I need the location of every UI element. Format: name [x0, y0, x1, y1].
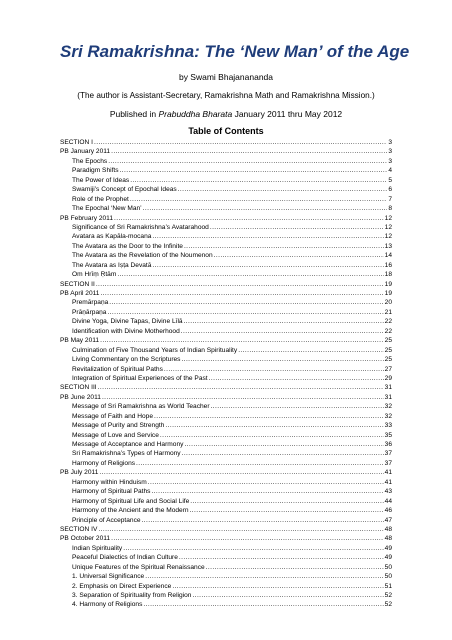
toc-entry-title: Harmony of Religions	[72, 459, 136, 467]
toc-entry-title: The Avatara as Iṣṭa Devatā	[72, 261, 152, 269]
toc-dot-leader	[178, 185, 388, 194]
toc-dot-leader	[160, 431, 384, 440]
toc-dot-leader	[206, 563, 384, 572]
toc-entry[interactable]	[60, 393, 392, 402]
toc-entry-title: PB June 2011	[60, 393, 101, 401]
toc-dot-leader	[165, 421, 383, 430]
toc-entry-page: 43	[384, 488, 392, 496]
toc-entry-title: Avatara as Kapāla-mocana	[72, 233, 152, 241]
toc-dot-leader	[100, 289, 383, 298]
toc-entry[interactable]	[60, 582, 392, 591]
toc-entry[interactable]	[60, 572, 392, 581]
toc-entry-page: 19	[384, 280, 392, 288]
author-byline: by Swami Bhajanananda	[178, 72, 274, 82]
toc-dot-leader	[210, 223, 384, 232]
toc-entry[interactable]	[60, 242, 392, 251]
toc-dot-leader	[98, 383, 384, 392]
toc-entry[interactable]	[60, 336, 392, 345]
toc-entry-title: Harmony of Spiritual Paths	[72, 488, 151, 496]
toc-entry[interactable]	[60, 280, 392, 289]
toc-entry-title: Message of Sri Ramakrishna as World Teacher	[72, 403, 210, 411]
toc-dot-leader	[154, 412, 384, 421]
toc-entry-page: 20	[384, 299, 392, 307]
toc-entry-page: 32	[384, 403, 392, 411]
toc-entry[interactable]	[60, 478, 392, 487]
toc-entry-title: SECTION IV	[60, 525, 98, 533]
toc-entry-page: 21	[384, 308, 392, 316]
toc-entry[interactable]	[60, 563, 392, 572]
toc-entry-page: 47	[384, 516, 392, 524]
toc-entry-title: 3. Separation of Spirituality from Religion	[72, 592, 192, 599]
toc-dot-leader	[151, 487, 383, 496]
toc-entry[interactable]	[60, 261, 392, 270]
document-title: Sri Ramakrishna: The ‘New Man’ of the Age	[60, 42, 410, 61]
toc-dot-leader	[164, 365, 384, 374]
toc-dot-leader	[98, 525, 383, 534]
toc-entry[interactable]	[60, 487, 392, 496]
toc-entry-page: 12	[384, 214, 392, 222]
toc-entry-page: 50	[384, 563, 392, 571]
toc-dot-leader	[209, 374, 384, 383]
toc-dot-leader	[94, 138, 387, 147]
toc-entry-title: The Epochal ‘New Man’	[72, 205, 142, 213]
toc-dot-leader	[99, 468, 383, 477]
toc-dot-leader	[108, 157, 387, 166]
toc-entry-title: Om Hrīṃ Ṛtām	[72, 271, 117, 279]
toc-entry[interactable]	[60, 195, 392, 204]
toc-entry[interactable]	[60, 204, 392, 213]
toc-entry[interactable]	[60, 402, 392, 411]
toc-entry-title: SECTION III	[60, 384, 97, 392]
toc-entry-title: SECTION I	[60, 139, 93, 146]
toc-entry-page: 37	[384, 450, 392, 458]
toc-entry-title: Premārpaṇa	[72, 299, 109, 307]
toc-entry-page: 22	[384, 327, 392, 335]
toc-entry-title: Paradigm Shifts	[72, 167, 119, 175]
toc-entry-title: Peaceful Dialectics of Indian Culture	[72, 554, 178, 562]
toc-entry-title: Divine Yoga, Divine Tapas, Divine Līlā	[72, 318, 183, 326]
toc-entry[interactable]	[60, 327, 392, 336]
toc-dot-leader	[143, 600, 383, 609]
toc-entry[interactable]	[60, 449, 392, 458]
toc-entry-title: Integration of Spiritual Experiences of the Past	[72, 374, 208, 382]
toc-entry[interactable]	[60, 289, 392, 298]
toc-entry-title: 1. Universal Significance	[72, 573, 145, 581]
toc-entry-page: 8	[388, 205, 392, 213]
toc-entry-title: The Avatara as the Revelation of the Noumenon	[72, 252, 213, 260]
toc-entry-page: 36	[384, 441, 392, 448]
toc-entry-page: 4	[388, 167, 392, 175]
toc-entry-title: SECTION II	[60, 280, 95, 288]
toc-entry[interactable]	[60, 421, 392, 430]
toc-entry-title: PB July 2011	[60, 469, 99, 477]
toc-dot-leader	[182, 449, 384, 458]
toc-entry[interactable]	[60, 157, 392, 166]
toc-entry-title: The Power of Ideas	[72, 176, 130, 184]
toc-entry-title: Harmony within Hinduism	[72, 478, 147, 486]
toc-entry-page: 12	[384, 223, 392, 231]
toc-dot-leader	[117, 270, 383, 279]
publication-line	[60, 109, 392, 119]
toc-entry-page: 18	[384, 271, 392, 279]
toc-entry-title: Prāṇārpaṇa	[72, 308, 107, 316]
toc-entry-title: Harmony of the Ancient and the Modern	[72, 507, 189, 515]
toc-entry[interactable]	[60, 176, 392, 185]
toc-entry-page: 44	[384, 497, 392, 505]
toc-entry-title: The Avatara as the Door to the Infinite	[72, 242, 183, 250]
toc-entry-page: 25	[384, 337, 392, 345]
toc-entry[interactable]	[60, 459, 392, 468]
toc-entry-page: 22	[384, 318, 392, 326]
toc-dot-leader	[96, 280, 384, 289]
toc-entry[interactable]	[60, 468, 392, 477]
toc-entry-title: Principle of Acceptance	[72, 516, 141, 524]
toc-entry-page: 37	[384, 459, 392, 467]
toc-dot-leader	[179, 553, 384, 562]
toc-entry-page: 25	[384, 356, 392, 364]
toc-dot-leader	[192, 591, 383, 600]
toc-entry-title: Swamiji’s Concept of Epochal Ideas	[72, 186, 177, 194]
toc-entry[interactable]	[60, 544, 392, 553]
toc-entry[interactable]	[60, 223, 392, 232]
toc-entry[interactable]	[60, 147, 392, 156]
toc-entry-page: 48	[384, 525, 392, 533]
toc-entry[interactable]	[60, 355, 392, 364]
toc-dot-leader	[111, 534, 384, 543]
toc-entry-page: 19	[384, 290, 392, 297]
toc-entry-title: PB April 2011	[60, 290, 100, 297]
toc-entry-title: Harmony of Spiritual Life and Social Life	[72, 497, 190, 505]
toc-entry-page: 5	[388, 176, 392, 184]
toc-dot-leader	[142, 516, 384, 525]
toc-entry-title: Revitalization of Spiritual Paths	[72, 365, 163, 373]
toc-entry[interactable]	[60, 534, 392, 543]
toc-entry[interactable]	[60, 185, 392, 194]
toc-dot-leader	[238, 346, 383, 355]
toc-entry-page: 31	[384, 393, 392, 401]
toc-dot-leader	[107, 308, 383, 317]
toc-dot-leader	[130, 195, 388, 204]
toc-dot-leader	[100, 336, 384, 345]
toc-entry[interactable]	[60, 251, 392, 260]
toc-dot-leader	[111, 147, 387, 156]
toc-entry-page: 32	[384, 412, 392, 420]
toc-entry-title: Indian Spirituality	[72, 544, 123, 552]
table-of-contents	[60, 138, 392, 610]
toc-entry-title: Significance of Sri Ramakrishna’s Avatarahood	[72, 223, 209, 231]
toc-entry-title: PB February 2011	[60, 214, 114, 222]
toc-entry[interactable]	[60, 317, 392, 326]
toc-entry[interactable]	[60, 365, 392, 374]
toc-entry-page: 16	[384, 261, 392, 269]
toc-entry-title: Message of Acceptance and Harmony	[72, 441, 184, 448]
toc-entry[interactable]	[60, 270, 392, 279]
toc-entry-page: 27	[384, 365, 392, 373]
toc-entry-page: 41	[384, 469, 392, 477]
toc-entry-title: Sri Ramakrishna’s Types of Harmony	[72, 450, 181, 458]
toc-dot-leader	[181, 355, 383, 364]
toc-entry-page: 13	[384, 242, 392, 250]
toc-dot-leader	[143, 204, 388, 213]
toc-entry-title: PB October 2011	[60, 535, 111, 543]
toc-dot-leader	[184, 440, 383, 449]
toc-entry-title: Unique Features of the Spiritual Renaissance	[72, 563, 205, 571]
toc-entry[interactable]	[60, 346, 392, 355]
toc-entry-page: 41	[384, 478, 392, 486]
toc-entry-page: 35	[384, 431, 392, 439]
publication-suffix: January 2011 thru May 2012	[232, 109, 343, 119]
toc-entry[interactable]	[60, 497, 392, 506]
toc-entry[interactable]	[60, 431, 392, 440]
toc-entry[interactable]	[60, 516, 392, 525]
toc-dot-leader	[123, 544, 383, 553]
toc-entry-title: The Epochs	[72, 157, 108, 165]
toc-entry-title: PB January 2011	[60, 148, 111, 156]
toc-entry-title: 2. Emphasis on Direct Experience	[72, 582, 172, 590]
toc-entry-title: Role of the Prophet	[72, 195, 129, 203]
toc-entry-page: 25	[384, 346, 392, 354]
toc-dot-leader	[109, 298, 383, 307]
toc-entry-title: Living Commentary on the Scriptures	[72, 356, 181, 364]
toc-entry-title: Culmination of Five Thousand Years of Indian Spirituality	[72, 346, 238, 354]
toc-entry[interactable]	[60, 308, 392, 317]
toc-dot-leader	[102, 393, 384, 402]
toc-entry[interactable]	[60, 553, 392, 562]
toc-entry-title: Message of Love and Service	[72, 431, 159, 439]
toc-entry[interactable]	[60, 506, 392, 515]
toc-entry-title: 4. Harmony of Religions	[72, 601, 143, 609]
toc-entry[interactable]	[60, 440, 392, 449]
toc-entry[interactable]	[60, 232, 392, 241]
toc-dot-leader	[190, 506, 384, 515]
toc-entry[interactable]	[60, 166, 392, 175]
toc-entry-page: 49	[384, 554, 392, 562]
toc-entry[interactable]	[60, 383, 392, 392]
toc-dot-leader	[190, 497, 383, 506]
publication-prefix: Published in	[109, 109, 159, 119]
toc-entry-page: 52	[384, 592, 392, 599]
toc-entry[interactable]	[60, 138, 392, 147]
toc-entry-title: Message of Faith and Hope	[72, 412, 154, 420]
toc-entry[interactable]	[60, 374, 392, 383]
toc-entry-page: 48	[384, 535, 392, 543]
toc-dot-leader	[152, 261, 383, 270]
journal-name: Prabuddha Bharata	[158, 109, 233, 119]
toc-entry-title: PB May 2011	[60, 337, 100, 345]
toc-entry[interactable]	[60, 412, 392, 421]
toc-entry[interactable]	[60, 591, 392, 600]
toc-entry-page: 6	[388, 186, 392, 194]
toc-dot-leader	[211, 402, 384, 411]
toc-entry[interactable]	[60, 214, 392, 223]
toc-entry-title: Message of Purity and Strength	[72, 422, 165, 430]
toc-dot-leader	[172, 582, 383, 591]
toc-entry-page: 46	[384, 507, 392, 515]
author-note: (The author is Assistant-Secretary, Ramakrishna Math and Ramakrishna Mission.)	[77, 91, 375, 100]
toc-entry-title: Identification with Divine Motherhood	[72, 327, 180, 335]
toc-entry-page: 33	[384, 422, 392, 430]
toc-dot-leader	[120, 166, 388, 175]
toc-entry[interactable]	[60, 525, 392, 534]
toc-dot-leader	[148, 478, 384, 487]
toc-entry[interactable]	[60, 600, 392, 609]
toc-dot-leader	[145, 572, 383, 581]
toc-entry[interactable]	[60, 298, 392, 307]
toc-entry-page: 51	[384, 582, 392, 590]
toc-heading: Table of Contents	[188, 126, 264, 136]
toc-entry-page: 52	[384, 601, 392, 609]
toc-entry-page: 31	[384, 384, 392, 392]
toc-dot-leader	[152, 232, 383, 241]
toc-dot-leader	[114, 214, 384, 223]
toc-dot-leader	[181, 327, 384, 336]
toc-dot-leader	[214, 251, 384, 260]
toc-dot-leader	[136, 459, 384, 468]
toc-entry-page: 49	[384, 544, 392, 552]
toc-dot-leader	[130, 176, 387, 185]
toc-entry-page: 29	[384, 374, 392, 382]
toc-dot-leader	[184, 242, 384, 251]
toc-entry-page: 3	[388, 157, 392, 165]
toc-entry-page: 12	[384, 233, 392, 241]
toc-dot-leader	[184, 317, 384, 326]
toc-entry-page: 3	[388, 148, 392, 156]
toc-entry-page: 14	[384, 252, 392, 260]
toc-entry-page: 3	[388, 139, 392, 146]
toc-entry-page: 7	[388, 195, 392, 203]
toc-entry-page: 50	[384, 573, 392, 581]
